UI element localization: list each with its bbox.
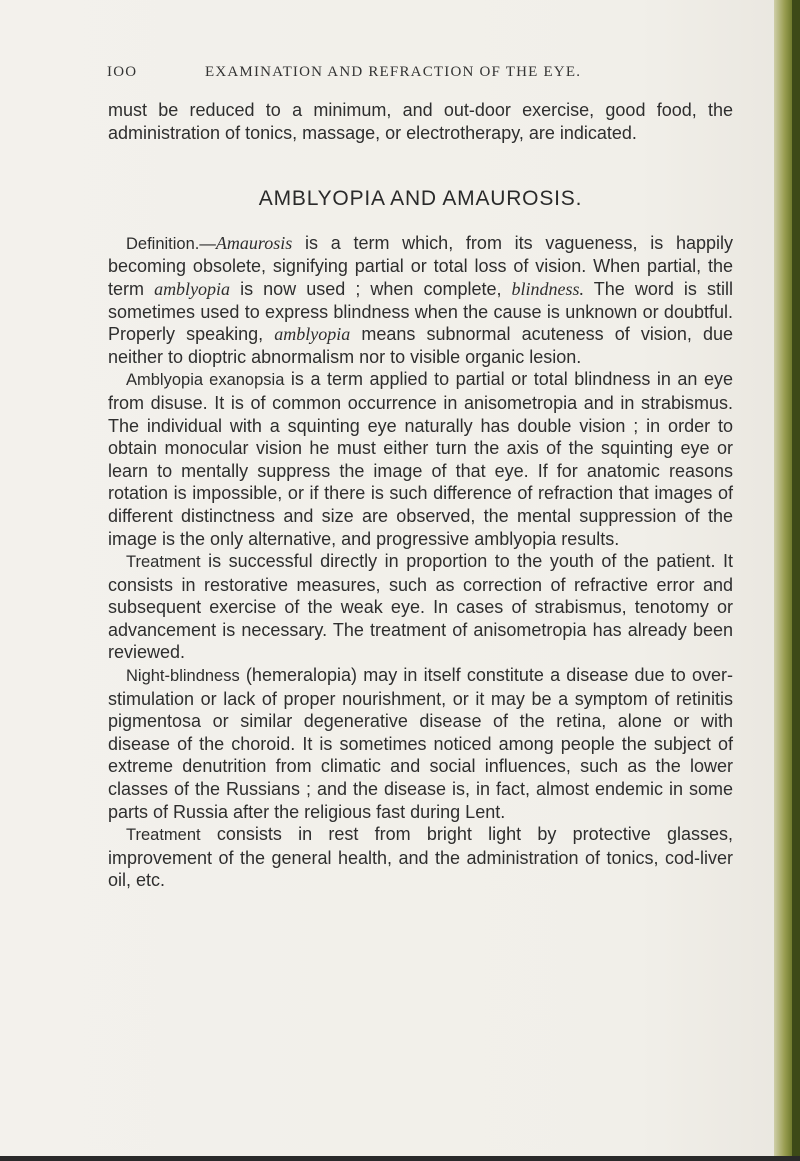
running-title: EXAMINATION AND REFRACTION OF THE EYE. [205, 64, 582, 80]
intro-paragraph: must be reduced to a minimum, and out-door exercise, good food, the administration of tonics, massage, or electrotherapy, are indicated. [108, 100, 733, 143]
exanopsia-lead: Amblyopia exanopsia [126, 371, 285, 390]
treatment-paragraph-2 [108, 823, 733, 892]
night-blindness-paragraph [108, 664, 733, 823]
bottom-rule [0, 1156, 800, 1161]
term-amaurosis: Amaurosis [215, 232, 293, 253]
definition-text-2: is now used ; when complete, [230, 278, 512, 299]
night-blindness-lead: Night-blindness [126, 667, 240, 686]
body-text [108, 99, 733, 892]
term-blindness: blindness. [511, 278, 585, 299]
exanopsia-paragraph [108, 368, 733, 550]
definition-text-3: The word is still sometimes used to express blindness when the cause is unknown or doubtful. Properly speaking, [108, 278, 733, 345]
definition-paragraph [108, 232, 733, 369]
term-amblyopia: amblyopia [154, 278, 231, 299]
definition-text-4: means subnormal acuteness of vision, due neither to dioptric abnormalism nor to visible organic lesion. [108, 324, 733, 367]
treatment-text-2: consists in rest from bright light by protective glasses, improvement of the general health, and the administration of tonics, cod-liver oil, etc. [108, 824, 733, 891]
night-blindness-text: (hemeralopia) may in itself constitute a disease due to over-stimulation or lack of proper nourishment, or it may be a symptom of retinitis pigmentosa or similar degenerative disease of the retina, alone or with disease of the choroid. It is sometimes noticed among people the subject of extreme denutrition from climatic and social influences, such as the lower classes of the Russians ; and the disease is, in fact, almost endemic in some parts of Russia after the religious fast during Lent. [108, 665, 733, 822]
definition-text-1: is a term which, from its vagueness, is happily becoming obsolete, signifying partial or total loss of vision. When partial, the term [108, 232, 733, 299]
term-amblyopia-2: amblyopia [274, 324, 351, 345]
section-heading: AMBLYOPIA AND AMAUROSIS. [258, 187, 583, 211]
exanopsia-text: is a term applied to partial or total blindness in an eye from disuse. It is of common occurrence in anisometropia and in strabismus. The individual with a squinting eye naturally has double vision ; in order to obtain monocular vision he must either turn the axis of the squinting eye or learn to mentally suppress the image of that eye. If for anatomic reasons rotation is impossible, or if there is such difference of refraction that images of different distinctness and size are observed, the mental suppression of the image is the only alternative, and progressive amblyopia results. [108, 369, 733, 549]
treatment-paragraph-1 [108, 550, 733, 664]
treatment-lead-1: Treatment [126, 553, 201, 572]
definition-lead: Definition.— [126, 234, 216, 253]
treatment-text-1: is successful directly in proportion to the youth of the patient. It consists in restorative measures, such as correction of refractive error and subsequent exercise of the weak eye. In cases of strabismus, tenotomy or advancement is necessary. The treatment of anisometropia has already been reviewed. [108, 551, 733, 663]
treatment-lead-2: Treatment [126, 826, 201, 845]
page-edge-dark [792, 0, 800, 1161]
running-header [107, 64, 747, 81]
page-number: IOO [107, 64, 138, 80]
